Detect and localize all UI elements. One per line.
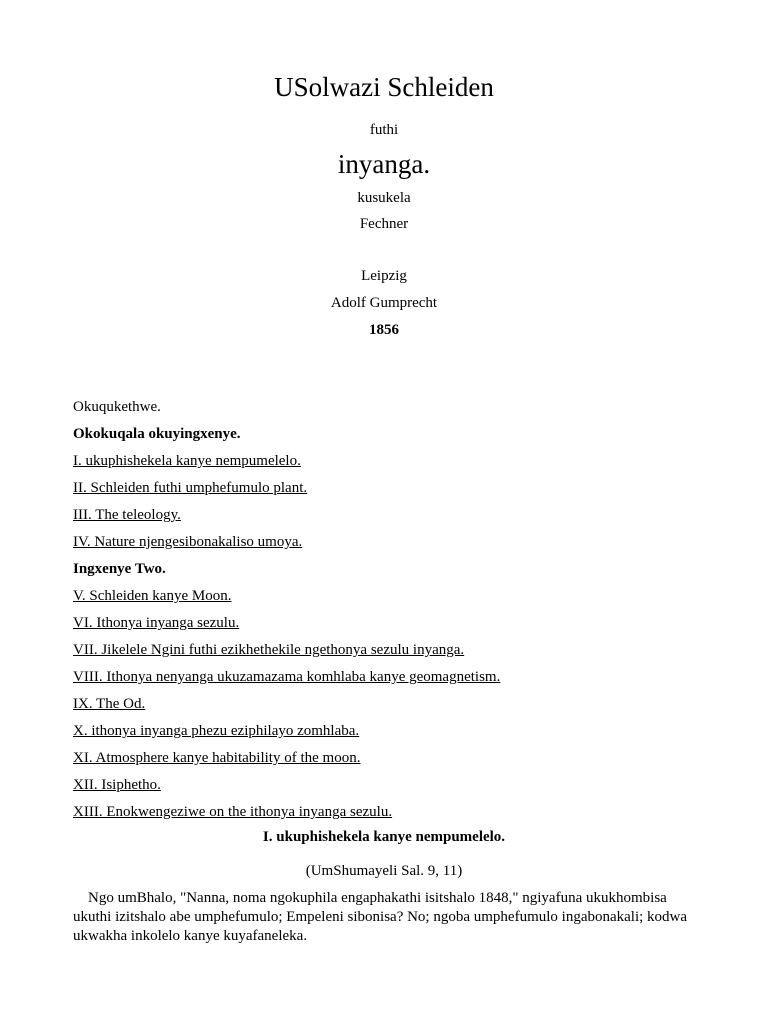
toc-link[interactable]: V. Schleiden kanye Moon. (73, 588, 232, 604)
toc-link[interactable]: VI. Ithonya inyanga sezulu. (73, 615, 240, 631)
toc-part-heading: Okokuqala okuyingxenye. (73, 426, 241, 442)
toc-link[interactable]: XII. Isiphetho. (73, 777, 161, 793)
toc-item (73, 640, 713, 667)
chapter-title: I. ukuphishekela kanye nempumelelo. (262, 829, 506, 845)
toc-item (73, 667, 713, 694)
toc-link[interactable]: III. The teleology. (73, 507, 181, 523)
toc-link[interactable]: XIII. Enokwengeziwe on the ithonya inyanga sezulu. (73, 804, 393, 820)
toc-label: Okuqukethwe. (73, 399, 161, 415)
toc-link[interactable]: IX. The Od. (73, 696, 146, 712)
book-subtitle: inyanga. (337, 149, 431, 179)
publication-city: Leipzig (361, 268, 407, 284)
toc-link[interactable]: XI. Atmosphere kanye habitability of the moon. (73, 750, 361, 766)
toc-item (73, 451, 713, 478)
book-title: USolwazi Schleiden (274, 72, 494, 102)
chapter-epigraph: (UmShumayeli Sal. 9, 11) (305, 863, 463, 879)
toc-item (73, 478, 713, 505)
toc-item (73, 613, 713, 640)
toc-link[interactable]: IV. Nature njengesibonakaliso umoya. (73, 534, 303, 550)
toc-item (73, 775, 713, 802)
toc-link[interactable]: VII. Jikelele Ngini futhi ezikhethekile ngethonya sezulu inyanga. (73, 642, 465, 658)
toc-item (73, 505, 713, 532)
toc-item (73, 802, 713, 829)
toc-item (73, 532, 713, 559)
by-line-label: kusukela (357, 190, 411, 206)
publication-year: 1856 (369, 322, 399, 338)
toc-item (73, 586, 713, 613)
toc-item (73, 748, 713, 775)
body-paragraph: Ngo umBhalo, "Nanna, noma ngokuphila engaphakathi isitshalo 1848," ngiyafuna ukukhombisa ukuthi izitshalo abe umphefumulo; Empeleni sibonisa? No; ngoba umphefumulo ingabonakali; kodwa ukwakha inkolelo kanye kuyafaneleka. (73, 890, 688, 944)
toc-link[interactable]: II. Schleiden futhi umphefumulo plant. (73, 480, 308, 496)
toc-item (73, 694, 713, 721)
toc-link[interactable]: VIII. Ithonya nenyanga ukuzamazama komhlaba kanye geomagnetism. (73, 669, 501, 685)
toc-link[interactable]: I. ukuphishekela kanye nempumelelo. (73, 453, 301, 469)
table-of-contents (73, 397, 713, 829)
toc-item (73, 721, 713, 748)
author-name: Fechner (359, 216, 409, 232)
toc-part-heading: Ingxenye Two. (73, 561, 166, 577)
toc-link[interactable]: X. ithonya inyanga phezu eziphilayo zomhlaba. (73, 723, 360, 739)
title-conjunction: futhi (369, 122, 399, 138)
publisher-name: Adolf Gumprecht (330, 295, 438, 311)
